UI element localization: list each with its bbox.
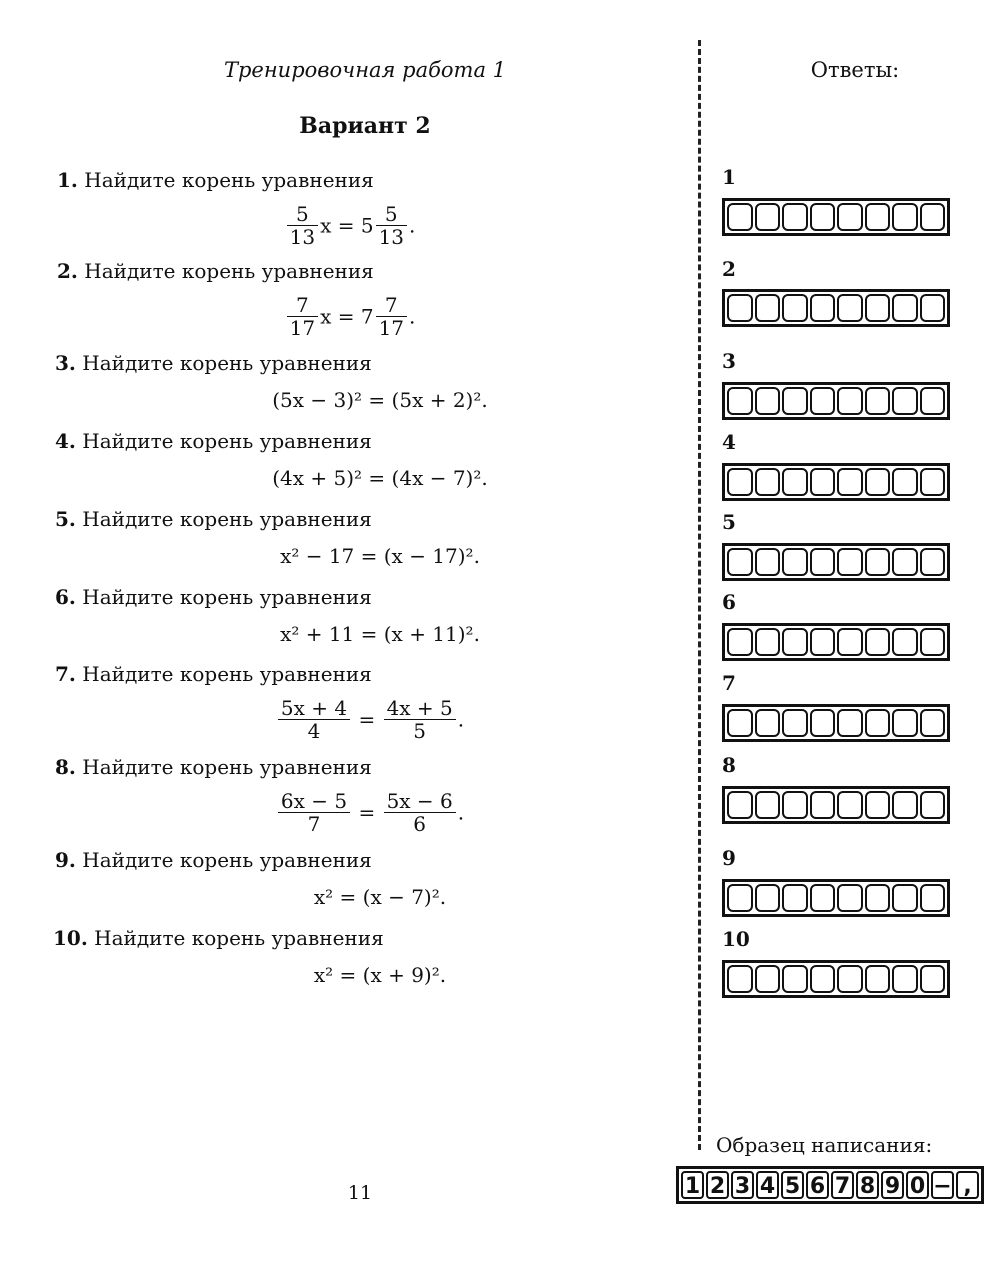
answer-grid-9[interactable] (722, 879, 950, 917)
equation-end: . (457, 800, 465, 825)
task-number: 5. (55, 507, 76, 531)
task-number: 8. (55, 755, 76, 779)
task-number: 3. (55, 351, 76, 375)
task-prompt: Найдите корень уравнения (82, 662, 372, 686)
denominator: 4 (307, 719, 321, 743)
answer-label-9: 9 (722, 846, 736, 870)
numerator: 5 (287, 203, 318, 226)
fraction (376, 203, 407, 248)
answer-label-1: 1 (722, 165, 736, 189)
variant-title: Вариант 2 (299, 113, 431, 139)
equals-sign: = (358, 800, 376, 825)
equation-6: x² + 11 = (x + 11)². (280, 622, 480, 646)
answers-title: Ответы: (810, 58, 900, 82)
denominator: 5 (413, 719, 427, 743)
task-number: 7. (55, 662, 76, 686)
answer-grid-8[interactable] (722, 786, 950, 824)
task-5 (55, 507, 372, 531)
answer-label-8: 8 (722, 753, 736, 777)
numerator: 5x + 4 (278, 697, 350, 720)
answer-grid-4[interactable] (722, 463, 950, 501)
page-number: 11 (347, 1182, 373, 1204)
task-prompt: Найдите корень уравнения (84, 168, 374, 192)
sample-glyph: 8 (856, 1171, 879, 1199)
task-8 (55, 755, 372, 779)
sample-glyph: 5 (781, 1171, 804, 1199)
sample-glyph: 9 (881, 1171, 904, 1199)
task-prompt: Найдите корень уравнения (82, 755, 372, 779)
equation-1 (0, 203, 700, 248)
sample-glyph: − (931, 1171, 954, 1199)
equation-middle: x = 5 (320, 213, 374, 238)
numerator: 5 (376, 203, 407, 226)
answer-label-6: 6 (722, 590, 736, 614)
equation-4: (4x + 5)² = (4x − 7)². (272, 466, 488, 490)
answer-label-7: 7 (722, 671, 736, 695)
equation-middle: x = 7 (320, 304, 374, 329)
task-number: 10. (53, 926, 88, 950)
work-title: Тренировочная работа 1 (223, 58, 507, 82)
numerator: 7 (376, 294, 407, 317)
denominator: 17 (378, 316, 405, 340)
sample-glyph: 1 (681, 1171, 704, 1199)
task-4 (55, 429, 372, 453)
equation-7 (0, 697, 720, 742)
answer-grid-2[interactable] (722, 289, 950, 327)
sample-glyph: 0 (906, 1171, 929, 1199)
task-number: 2. (57, 259, 78, 283)
sample-glyphs (676, 1166, 984, 1204)
equation-10: x² = (x + 9)². (313, 963, 447, 987)
task-3 (55, 351, 372, 375)
answer-grid-6[interactable] (722, 623, 950, 661)
fraction (278, 790, 350, 835)
answer-grid-3[interactable] (722, 382, 950, 420)
equation-5: x² − 17 = (x − 17)². (280, 544, 480, 568)
task-2 (57, 259, 374, 283)
denominator: 17 (289, 316, 316, 340)
answer-grid-1[interactable] (722, 198, 950, 236)
sample-glyph: 4 (756, 1171, 779, 1199)
task-prompt: Найдите корень уравнения (94, 926, 384, 950)
equation-3: (5x − 3)² = (5x + 2)². (272, 388, 488, 412)
answer-grid-5[interactable] (722, 543, 950, 581)
fraction (384, 790, 456, 835)
task-prompt: Найдите корень уравнения (82, 507, 372, 531)
answer-label-10: 10 (722, 927, 750, 951)
equation-end: . (409, 213, 416, 238)
task-6 (55, 585, 372, 609)
denominator: 13 (289, 225, 316, 249)
sample-title: Образец написания: (716, 1133, 933, 1157)
sample-glyph: 3 (731, 1171, 754, 1199)
equation-9: x² = (x − 7)². (313, 885, 447, 909)
numerator: 4x + 5 (384, 697, 456, 720)
answer-label-4: 4 (722, 430, 736, 454)
task-prompt: Найдите корень уравнения (82, 848, 372, 872)
task-number: 6. (55, 585, 76, 609)
sample-glyph: 2 (706, 1171, 729, 1199)
task-1 (57, 168, 374, 192)
answer-grid-10[interactable] (722, 960, 950, 998)
numerator: 6x − 5 (278, 790, 350, 813)
denominator: 13 (378, 225, 405, 249)
task-prompt: Найдите корень уравнения (84, 259, 374, 283)
task-10 (53, 926, 384, 950)
denominator: 6 (413, 812, 427, 836)
fraction (287, 294, 318, 339)
equals-sign: = (358, 707, 376, 732)
equation-end: . (409, 304, 416, 329)
equation-end: . (457, 707, 465, 732)
denominator: 7 (307, 812, 321, 836)
sample-glyph: 6 (806, 1171, 829, 1199)
task-9 (55, 848, 372, 872)
task-number: 9. (55, 848, 76, 872)
numerator: 5x − 6 (384, 790, 456, 813)
sample-glyph: 7 (831, 1171, 854, 1199)
numerator: 7 (287, 294, 318, 317)
answer-label-2: 2 (722, 257, 736, 281)
task-7 (55, 662, 372, 686)
answer-label-3: 3 (722, 349, 736, 373)
sample-glyph: , (956, 1171, 979, 1199)
fraction (376, 294, 407, 339)
task-number: 1. (57, 168, 78, 192)
task-prompt: Найдите корень уравнения (82, 429, 372, 453)
task-prompt: Найдите корень уравнения (82, 351, 372, 375)
answer-grid-7[interactable] (722, 704, 950, 742)
equation-2 (0, 294, 700, 339)
fraction (287, 203, 318, 248)
task-number: 4. (55, 429, 76, 453)
answer-label-5: 5 (722, 510, 736, 534)
task-prompt: Найдите корень уравнения (82, 585, 372, 609)
fraction (384, 697, 456, 742)
equation-8 (0, 790, 720, 835)
fraction (278, 697, 350, 742)
